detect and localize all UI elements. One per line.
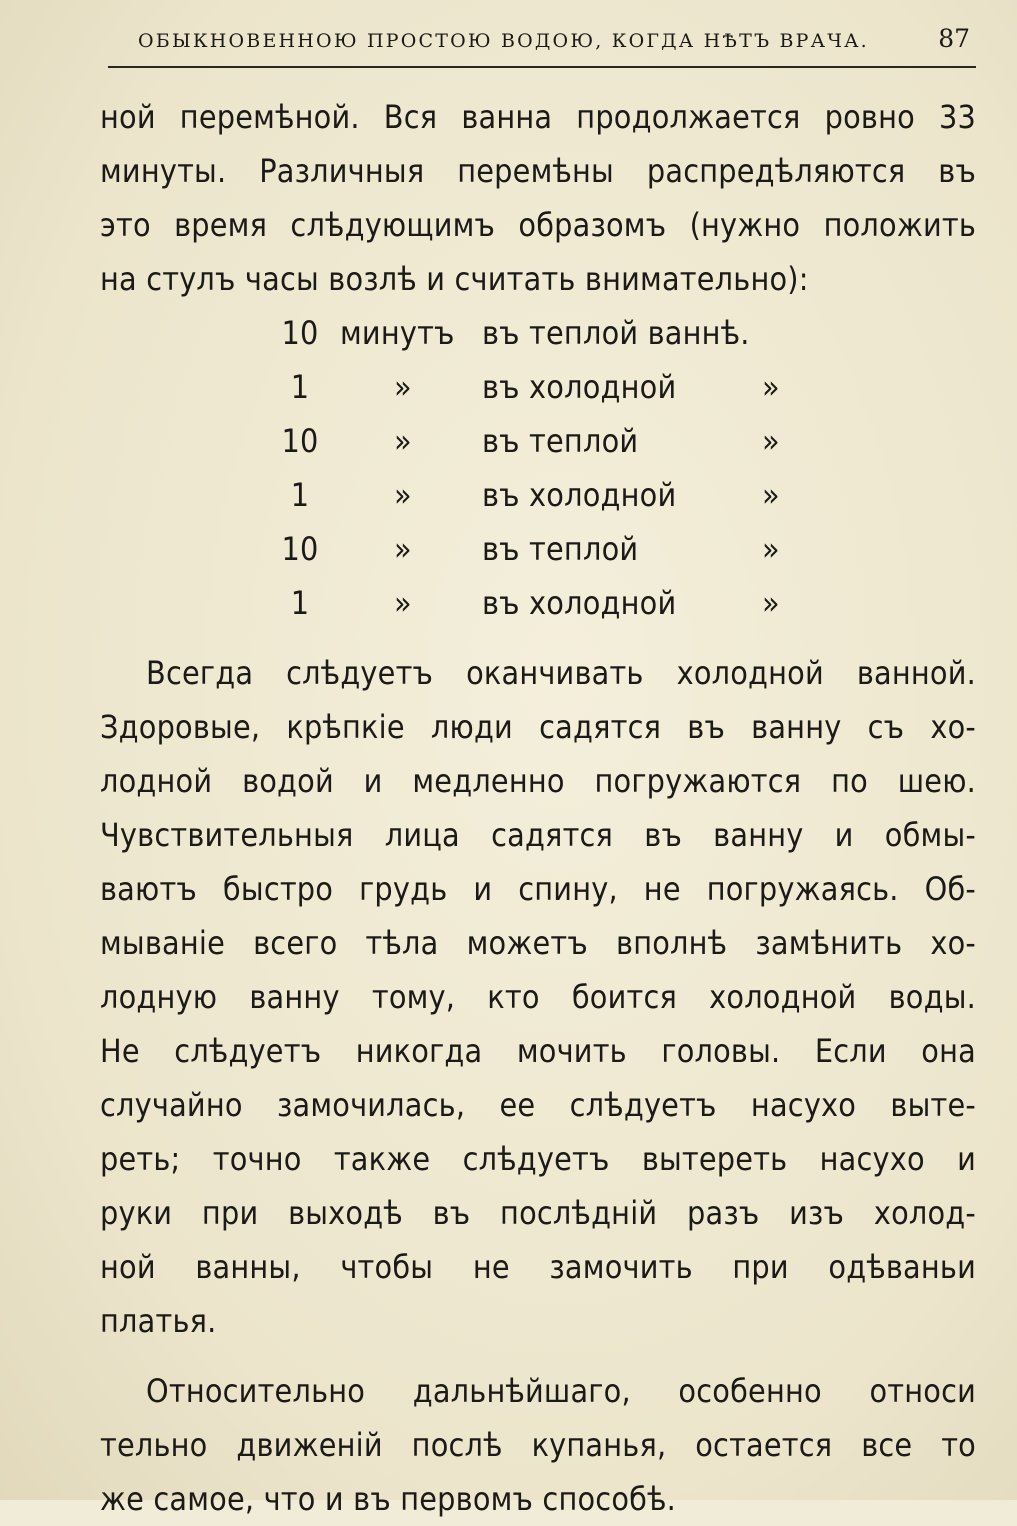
text-line: Относительно дальнѣйшаго, особенно относи [146, 1372, 976, 1410]
ditto-mark: » [762, 530, 780, 568]
text-line: реть; точно также слѣдуетъ вытереть насухо и [100, 1140, 976, 1178]
ditto-mark: » [394, 476, 412, 514]
text-line: ной перемѣной. Вся ванна продолжается ровно 33 [100, 98, 976, 136]
schedule-row [100, 306, 976, 360]
schedule-bath: въ теплой ваннѣ. [482, 314, 750, 352]
text-line: на стулъ часы возлѣ и считать внимательно): [100, 260, 809, 298]
running-title: ОБЫКНОВЕННОЮ ПРОСТОЮ ВОДОЮ, КОГДА НѢТЪ ВРАЧА. [138, 30, 869, 52]
schedule-minutes: 10 [281, 530, 319, 568]
schedule-unit: минутъ [340, 314, 455, 352]
text-line: Чувствительныя лица садятся въ ванну и обмы- [100, 816, 976, 854]
text-line: лодной водой и медленно погружаются по шею. [100, 762, 976, 800]
text-line: Всегда слѣдуетъ оканчивать холодной ванной. [146, 654, 976, 692]
paragraph-1 [100, 90, 976, 306]
text-line: минуты. Различныя перемѣны распредѣляются въ [100, 152, 976, 190]
paragraph-3 [100, 1364, 976, 1526]
ditto-mark: » [762, 368, 780, 406]
text-line: платья. [100, 1302, 217, 1340]
schedule-minutes: 1 [290, 476, 310, 514]
ditto-mark: » [394, 422, 412, 460]
schedule-row [100, 576, 976, 630]
schedule-minutes: 1 [290, 368, 310, 406]
ditto-mark: » [394, 368, 412, 406]
ditto-mark: » [762, 422, 780, 460]
schedule-row [100, 360, 976, 414]
schedule-bath: въ теплой [482, 530, 639, 568]
schedule-minutes: 10 [281, 314, 319, 352]
paragraph-gap [100, 1348, 976, 1364]
ditto-mark: » [394, 530, 412, 568]
text-line: тельно движеній послѣ купанья, остается все то [100, 1426, 976, 1464]
text-line: лодную ванну тому, кто боится холодной воды. [100, 978, 976, 1016]
schedule-bath: въ холодной [482, 476, 677, 514]
body-text [100, 90, 976, 1526]
schedule-minutes: 1 [290, 584, 310, 622]
running-head [108, 20, 978, 60]
schedule-row [100, 414, 976, 468]
text-line: случайно замочилась, ее слѣдуетъ насухо выте- [100, 1086, 976, 1124]
schedule-bath: въ холодной [482, 368, 677, 406]
text-line: ной ванны, чтобы не замочить при одѣваньи [100, 1248, 976, 1286]
ditto-mark: » [762, 476, 780, 514]
text-line: руки при выходѣ въ послѣдній разъ изъ холод- [100, 1194, 976, 1232]
schedule-minutes: 10 [281, 422, 319, 460]
paragraph-gap [100, 630, 976, 646]
schedule-row [100, 522, 976, 576]
schedule-bath: въ холодной [482, 584, 677, 622]
page-number: 87 [938, 24, 970, 53]
text-line: это время слѣдующимъ образомъ (нужно положить [100, 206, 976, 244]
header-rule [108, 66, 976, 68]
paragraph-2 [100, 646, 976, 1348]
ditto-mark: » [762, 584, 780, 622]
text-line: ваютъ быстро грудь и спину, не погружаясь. Об- [100, 870, 976, 908]
text-line: Не слѣдуетъ никогда мочить головы. Если она [100, 1032, 976, 1070]
bath-schedule [100, 306, 976, 630]
text-line: же самое, что и въ первомъ способѣ. [100, 1480, 676, 1518]
ditto-mark: » [394, 584, 412, 622]
schedule-bath: въ теплой [482, 422, 639, 460]
schedule-row [100, 468, 976, 522]
text-line: Здоровые, крѣпкіе люди садятся въ ванну съ хо- [100, 708, 976, 746]
text-line: мываніе всего тѣла можетъ вполнѣ замѣнить хо- [100, 924, 976, 962]
